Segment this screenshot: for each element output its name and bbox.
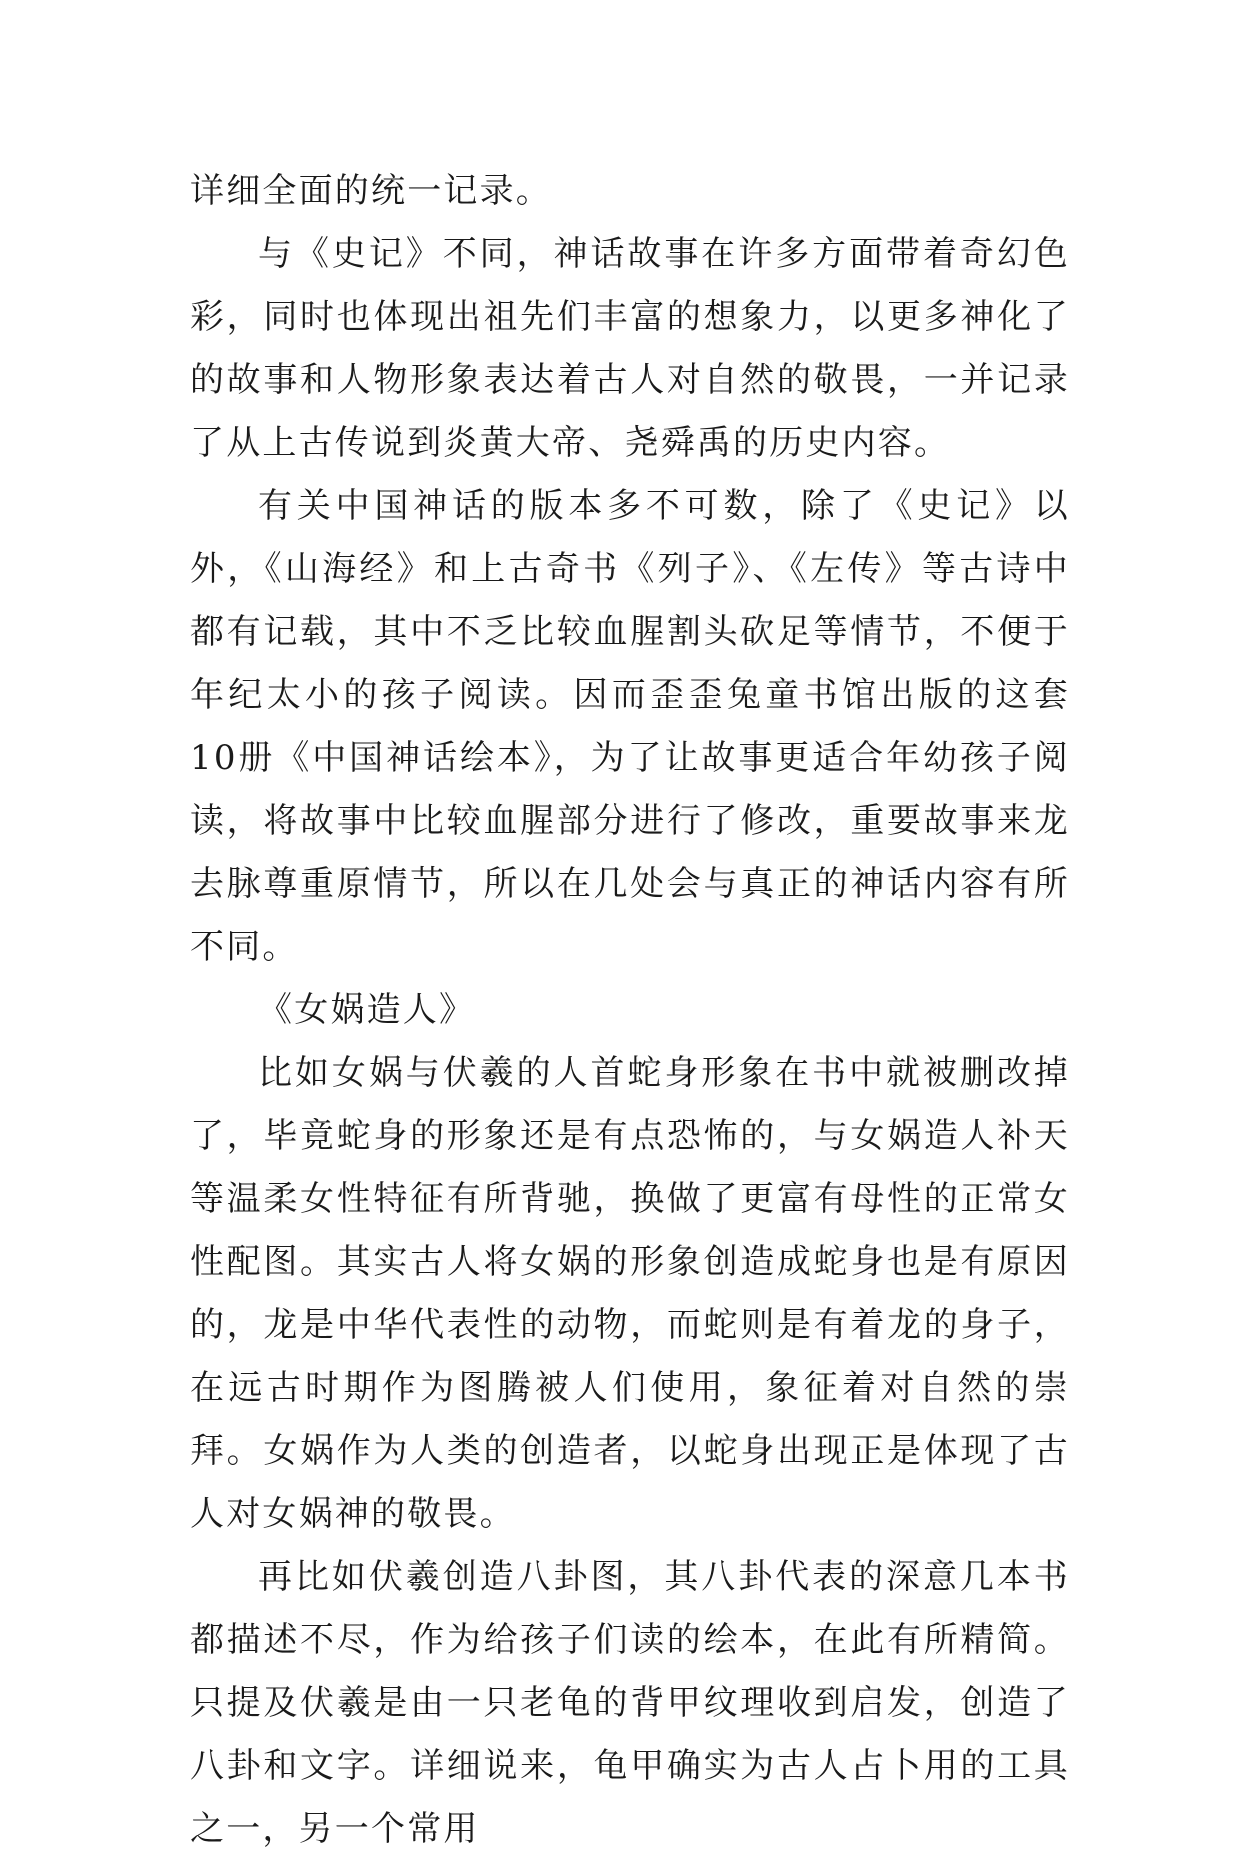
document-body bbox=[190, 160, 1070, 1861]
paragraph-fuxi-bagua: 再比如伏羲创造八卦图，其八卦代表的深意几本书都描述不尽，作为给孩子们读的绘本，在此有所精简。只提及伏羲是由一只老龟的背甲纹理收到启发，创造了八卦和文字。详细说来，龟甲确实为古人占卜用的工具之一，另一个常用 bbox=[190, 1557, 1070, 1849]
paragraph-shiji-contrast: 与《史记》不同，神话故事在许多方面带着奇幻色彩，同时也体现出祖先们丰富的想象力，以更多神化了的故事和人物形象表达着古人对自然的敬畏，一并记录了从上古传说到炎黄大帝、尧舜禹的历史内容。 bbox=[190, 234, 1070, 463]
paragraph-nuwa-image: 比如女娲与伏羲的人首蛇身形象在书中就被删改掉了，毕竟蛇身的形象还是有点恐怖的，与女娲造人补天等温柔女性特征有所背驰，换做了更富有母性的正常女性配图。其实古人将女娲的形象创造成蛇身也是有原因的，龙是中华代表性的动物，而蛇则是有着龙的身子，在远古时期作为图腾被人们使用，象征着对自然的崇拜。女娲作为人类的创造者，以蛇身出现正是体现了古人对女娲神的敬畏。 bbox=[190, 1053, 1070, 1534]
paragraph-versions: 有关中国神话的版本多不可数，除了《史记》以外，《山海经》和上古奇书《列子》、《左传》等古诗中都有记载，其中不乏比较血腥割头砍足等情节，不便于年纪太小的孩子阅读。因而歪歪兔童书馆出版的这套10册《中国神话绘本》，为了让故事更适合年幼孩子阅读，将故事中比较血腥部分进行了修改，重要故事来龙去脉尊重原情节，所以在几处会与真正的神话内容有所不同。 bbox=[190, 486, 1070, 967]
section-heading-nuwa: 《女娲造人》 bbox=[258, 990, 476, 1030]
paragraph-continuation: 详细全面的统一记录。 bbox=[190, 171, 552, 211]
